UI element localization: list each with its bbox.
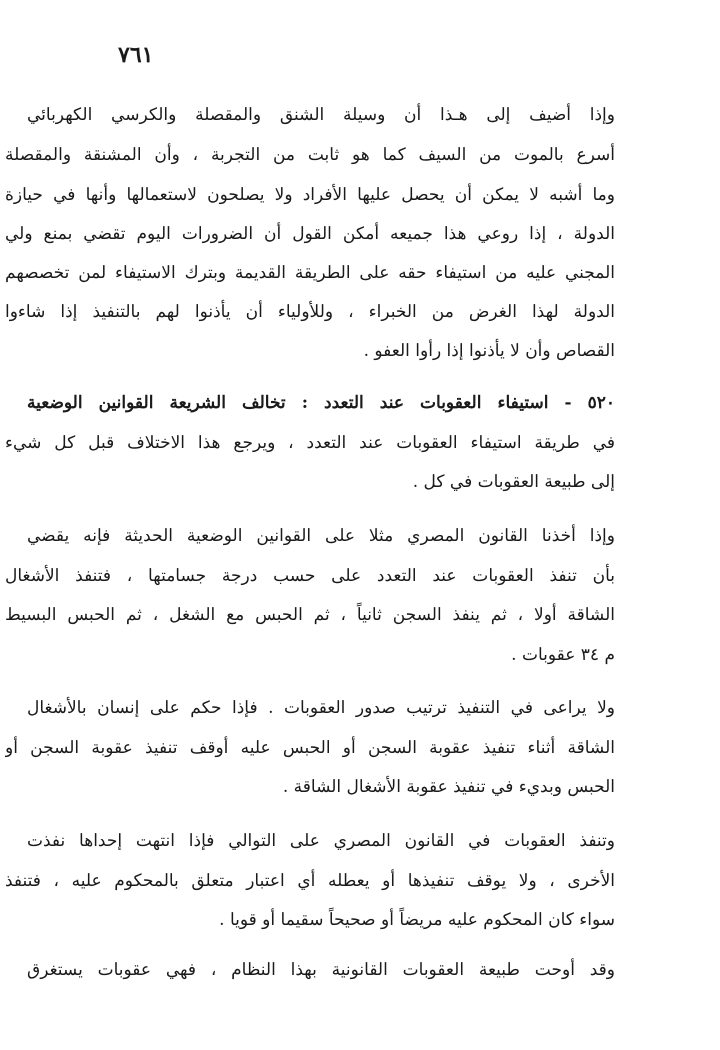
text-line: الدولة ، إذا روعي هذا جميعه أمكن القول أن الضرورات اليوم تقضي بمنع ولي xyxy=(5,224,615,244)
text-line: سواء كان المحكوم عليه مريضاً أو صحيحاً سقيما أو قويا . xyxy=(219,910,615,930)
text-line: الشاقة أثناء تنفيذ عقوبة السجن أو الحبس عليه أوقف تنفيذ عقوبة السجن أو xyxy=(5,738,615,758)
text-line: وتنفذ العقوبات في القانون المصري على التوالي فإذا انتهت إحداها نفذت xyxy=(27,831,615,851)
text-line: القصاص وأن لا يأذنوا إذا رأوا العفو . xyxy=(363,341,615,361)
text-line: وما أشبه لا يمكن أن يحصل عليها الأفراد ولا يصلحون لاستعمالها وأنها في حيازة xyxy=(5,185,615,205)
section-heading: ٥٢٠ - استيفاء العقوبات عند التعدد : تخالف الشريعة القوانين الوضعية xyxy=(27,393,615,413)
text-line: أسرع بالموت من السيف كما هو ثابت من التجربة ، وأن المشنقة والمقصلة xyxy=(5,145,615,165)
page-number: ٧٦١ xyxy=(118,42,154,68)
text-line: الشاقة أولا ، ثم ينفذ السجن ثانياً ، ثم الحبس مع الشغل ، ثم الحبس البسيط xyxy=(5,605,615,625)
text-line: ولا يراعى في التنفيذ ترتيب صدور العقوبات . فإذا حكم على إنسان بالأشغال xyxy=(27,698,615,718)
text-line: الحبس وبديء في تنفيذ عقوبة الأشغال الشاقة . xyxy=(282,777,615,797)
text-line: وقد أوحت طبيعة العقوبات القانونية بهذا النظام ، فهي عقوبات يستغرق xyxy=(27,960,615,980)
text-line: بأن تنفذ العقوبات عند التعدد على حسب درجة جسامتها ، فتنفذ الأشغال xyxy=(5,566,615,586)
text-line: م ٣٤ عقوبات . xyxy=(511,645,615,665)
text-line: وإذا أخذنا القانون المصري مثلا على القوانين الوضعية الحديثة فإنه يقضي xyxy=(27,526,615,546)
text-line: إلى طبيعة العقوبات في كل . xyxy=(412,472,615,492)
text-line: الدولة لهذا الغرض من الخبراء ، وللأولياء أن يأذنوا لهم بالتنفيذ إذا شاءوا xyxy=(5,302,615,322)
text-line: الأخرى ، ولا يوقف تنفيذها أو يعطله أي اعتبار متعلق بالمحكوم عليه ، فتنفذ xyxy=(5,871,615,891)
text-line: وإذا أضيف إلى هـذا أن وسيلة الشنق والمقصلة والكرسي الكهربائي xyxy=(27,105,615,125)
text-line: المجني عليه من استيفاء حقه على الطريقة القديمة وبترك الاستيفاء لمن تخصصهم xyxy=(5,263,615,283)
text-line: في طريقة استيفاء العقوبات عند التعدد ، ويرجع هذا الاختلاف قبل كل شيء xyxy=(5,433,615,453)
